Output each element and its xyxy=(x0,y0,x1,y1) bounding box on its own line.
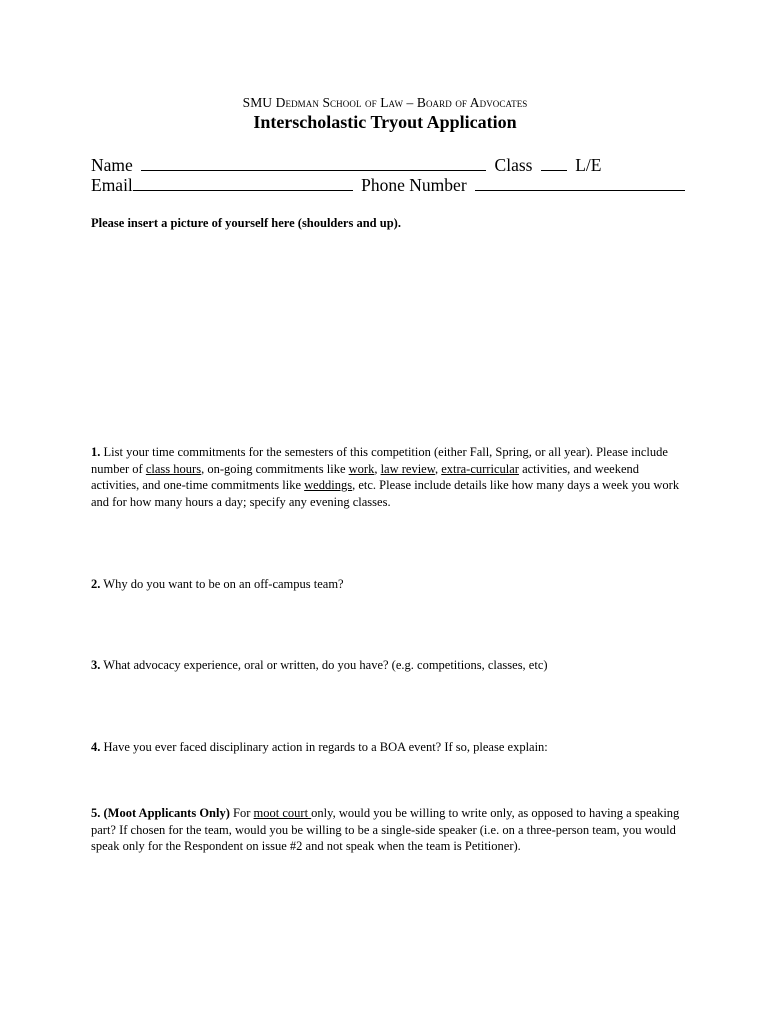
underlined-term: class hours xyxy=(145,461,202,476)
question-4 xyxy=(91,739,681,756)
underlined-term: work xyxy=(348,461,375,476)
phone-label: Phone Number xyxy=(361,175,467,195)
question-text: , on-going commitments like xyxy=(201,461,349,476)
question-text: activities, and weekend activities, and one-time commitments like xyxy=(91,461,640,492)
underlined-term: extra-curricular xyxy=(441,461,519,476)
email-field[interactable] xyxy=(133,175,353,191)
underlined-term: law review xyxy=(380,461,435,476)
question-text: What advocacy experience, oral or written, do you have? (e.g. competitions, classes, etc) xyxy=(100,658,548,672)
question-text: only, would you be willing to write only, as opposed to having a speaking part? If chosen for the team, would you be willing to be a single-side speaker (i.e. on a three-person team, you would speak only for the Respondent on issue #2 and not speak when the team is Petitioner). xyxy=(91,806,680,853)
question-number: 4. xyxy=(91,740,101,754)
question-number: 3. xyxy=(91,658,101,672)
photo-upload-area[interactable] xyxy=(91,240,681,430)
name-field[interactable] xyxy=(141,155,486,171)
question-number: 2. xyxy=(91,577,101,591)
question-5 xyxy=(91,805,681,855)
class-field[interactable] xyxy=(541,155,567,171)
question-2 xyxy=(91,576,681,593)
institution-header: SMU Dedman School of Law – Board of Advocates xyxy=(242,95,528,110)
question-text: List your time commitments for the semesters of this competition (either Fall, Spring, or all year). Please include number of xyxy=(91,445,668,476)
underlined-term: moot court xyxy=(253,806,312,820)
question-3 xyxy=(91,657,681,674)
question-text: , xyxy=(434,461,442,476)
phone-field[interactable] xyxy=(475,175,685,191)
class-label: Class xyxy=(494,155,533,175)
question-text: Why do you want to be on an off-campus team? xyxy=(100,577,344,591)
le-label: L/E xyxy=(575,155,602,175)
underlined-term: weddings xyxy=(304,478,353,492)
question-1 xyxy=(91,444,681,510)
email-phone-row xyxy=(91,175,685,195)
name-label: Name xyxy=(91,155,133,175)
question-text: For xyxy=(229,806,254,820)
question-text: , xyxy=(374,461,381,476)
question-number: 1. xyxy=(91,445,101,459)
email-label: Email xyxy=(91,175,133,195)
question-number: 5. (Moot Applicants Only) xyxy=(91,806,230,820)
name-class-row xyxy=(91,155,601,175)
question-text: , etc. Please include details like how many days a week you work and for how many hours a day; specify any evening classes. xyxy=(91,478,680,509)
photo-instruction: Please insert a picture of yourself here (shoulders and up). xyxy=(91,216,401,230)
question-text: Have you ever faced disciplinary action in regards to a BOA event? If so, please explain: xyxy=(100,740,548,754)
page-title: Interscholastic Tryout Application xyxy=(253,112,517,132)
